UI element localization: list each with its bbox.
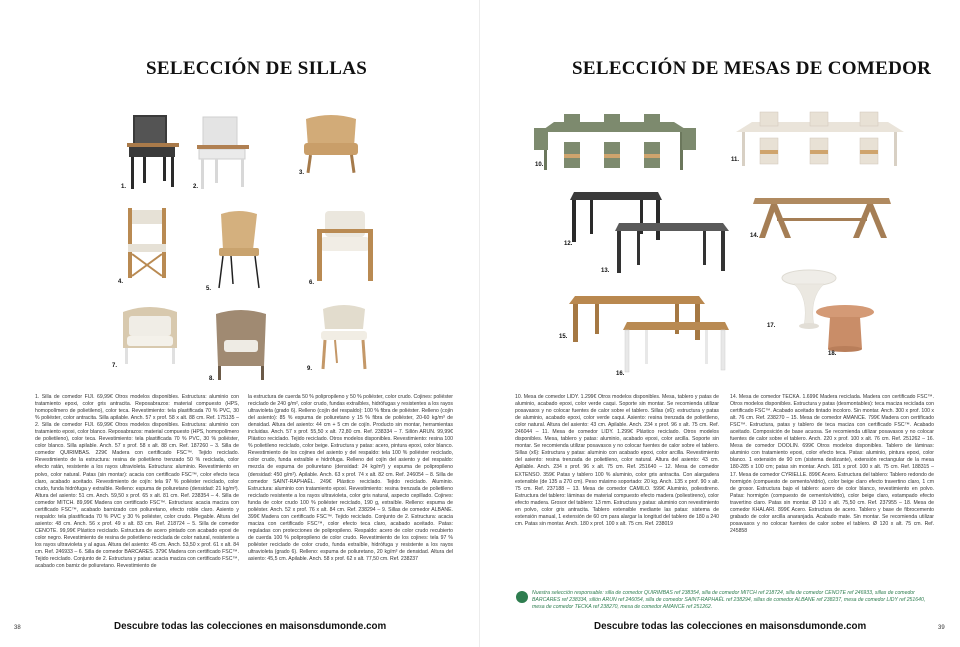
item-number: 7. (112, 363, 118, 369)
footer-link-text: Descubre todas las colecciones en maisonsdumonde.com (594, 621, 867, 632)
item-number: 8. (209, 376, 215, 382)
item-number: 12. (564, 241, 573, 247)
chair-barcares-image (313, 207, 377, 283)
chairs-description-col1: 1. Silla de comedor FIJI. 69,99€ Otros modelos disponibles. Estructura: aluminio con tratamiento epoxi, color gris antracita. Reposabrazos: material compuesto (HPS, homopolímero de polietileno), color teca. Revestimiento: tela plastificada 70 % PVC, 30 % poliéster, color antracita. Silla apilable. Anch. 57 x prof. 58 x alt. 88 cm. Ref. 175135 – 2. Silla de comedor FIJI. 69,99€ Otros modelos disponibles. Estructura: aluminio con tratamiento epoxi, color blanco. Reposabrazos: material compuesto (HPS, homopolímero de polietileno), color teca. Revestimiento: tela plastificada 70 % PVC, 30 % poliéster, color blanco. Silla apilable. Anch. 57 x prof. 58 x alt. 88 cm. Ref. 187260 – 3. Silla de comedor QUIRIMBAS. 229€ Madera con certificado FSC™. Tejido reciclado. Revestimiento de la estructura: resina de polietileno trenzado 50 % reciclada, color efecto ratán, resistente a los rayos ultravioleta. Estructura: aluminio. Revestimiento en polvo, color natural. Patas (sin montar): acacia con certificado FSC™, color efecto teca claro, acabado aceitado. Revestimiento de cojín: tela 97 % poliéster reciclado, color crudo, funda hidrófuga y extraíble. Relleno: espuma de poliuretano (densidad: 21 kg/m³). Altura del asiento: 51 cm. Anch. 59,50 x prof. 65 x alt. 81 cm. Ref. 238354 – 4. Silla de comedor MITCH. 89,99€ Madera con certificado FSC™. Estructura: acacia maciza con certificado FSC™, acabado barnizado con poliuretano, efecto roble claro. Asiento y respaldo: tela plastificada 70 % PVC y 30 % poliéster, color crudo. Plegable. Altura del asiento: 48 cm. Anch. 56 x prof. 49 x alt. 83 cm. Ref. 218724 – 5. Silla de comedor CENOTE. 99,99€ Plástico reciclado. Estructura de acero pintado con acabado epoxi de color negro. Revestimiento de resina de polietileno reciclada de color natural, resistente a los rayos ultravioleta y al agua. Altura del asiento: 45 cm. Anch. 53,50 x prof. 61 x alt. 84 cm. Ref. 246933 – 6. Silla de comedor BARCARES. 379€ Madera con certificado FSC™. Tejido reciclado. Conjunto de 2. Estructura y patas: acacia maciza con certificado FSC™, acabado con barniz de poliuretano. Revestimiento de (35, 394, 239, 570)
chair-albane-image (315, 303, 373, 371)
chair-quirimbas-image (300, 113, 362, 175)
table-camilo-image (613, 221, 731, 275)
item-number: 10. (535, 162, 544, 168)
page-title-tables: SELECCIÓN DE MESAS DE COMEDOR (572, 58, 932, 79)
chair-fiji-white-image (197, 115, 255, 191)
item-number: 15. (559, 334, 568, 340)
page-title-chairs: SELECCIÓN DE SILLAS (146, 58, 368, 79)
item-number: 16. (616, 371, 625, 377)
item-number: 1. (121, 184, 127, 190)
tables-description-col1: 10. Mesa de comedor LIDY. 1.299€ Otros modelos disponibles. Mesa, tablero y patas de aluminio, acabado epoxi, color verde caqui. Soporte sin montar. Se recomienda utilizar posavasos y no colocar fuentes de calor sobre el tablero. Sillas (x6): estructura y patas de aluminio, acabado epoxi, color verde caqui. Asiento: resina trenzada de polietileno, color natural. Altura del asiento: 43 cm. Apilable. Anch. 234 x prof. 96 x alt. 75 cm. Ref. 246044 – 11. Mesa de comedor LIDY. 1.299€ Plástico reciclado. Otros modelos disponibles. Mesa, tablero y patas: aluminio, acabado epoxi, color arcilla. Soporte sin montar. Se recomienda utilizar posavasos y no colocar fuentes de calor sobre el tablero. Sillas (x6): Estructura y patas: aluminio con acabado epoxi, color arcilla. Revestimiento del asiento: resina trenzada de polietileno, color natural. Altura del asiento: 43 cm. Apilable. Anch. 234 x prof. 96 x alt. 75 cm. Ref. 251640 – 12. Mesa de comedor EXTENSO. 359€ Patas y tablero 100 % aluminio, color gris antracita. Con alargadera extensible (de 135 a 270 cm). Peso máximo soportado: 20 kg. Anch. 135 x prof. 90 x alt. 75 cm. Ref. 237188 – 13. Mesa de comedor CAMILO. 599€ Aluminio, poliestireno. Estructura del tablero: láminas de material compuesto efecto madera (poliestireno), color efecto madera. Grosor del tablero: 13 mm. Estructura y patas: aluminio con revestimiento en polvo, color gris antracita. Tablero extensible mediante las patas: sistema de extensión manual, 1 extensión de 60 cm para alargar la longitud del tablero de 180 a 240 cm. Patas sin montar. Anch. 180 x prof. 100 x alt. 75 cm. Ref. 238019 (515, 394, 719, 527)
page-number: 39 (938, 625, 945, 631)
table-tecka-image (751, 196, 893, 240)
item-number: 14. (750, 233, 759, 239)
item-number: 13. (601, 268, 610, 274)
responsible-selection-note: Nuestra selección responsable: silla de comedor QUIRIMBAS ref 238354, silla de comedor MITCH ref 218724, silla de comedor CENOTE ref 246933, sillas de comedor BARCARES ref 238334, sillón ARUN ref 246054, silla de comedor SAINT-RAPHAËL ref 238294, sillas de comedor ALBANE ref 238237, mesa de comedor LIDY ref 251640, mesa de comedor TECKA ref 238270, mesa de comedor AMANCE ref 251262. (532, 590, 926, 610)
item-number: 3. (299, 170, 305, 176)
armchair-arun-image (117, 302, 183, 366)
table-khalari-image (814, 303, 876, 353)
table-doolin-image (621, 320, 731, 374)
item-number: 4. (118, 279, 124, 285)
chair-saint-raphael-image (212, 310, 270, 382)
responsible-selection-icon (516, 591, 528, 603)
tables-description-col2: 14. Mesa de comedor TECKA. 1.699€ Madera reciclada. Madera con certificado FSC™. Otros modelos disponibles. Estructura y patas (desmontables): teca maciza reciclada con certificado FSC™. Acabado aceitado tintado incoloro. Sin montar. Anch. 300 x prof. 100 x alt. 76 cm. Ref. 238270 – 15. Mesa de comedor AMANCE. 799€ Madera con certificado FSC™. Estructura, patas y tablero de teca maciza con certificado FSC™. Acabado aceitado. Composición de base acuosa. Se recomienda utilizar posavasos y no colocar fuentes de calor sobre el tablero. Anch. 220 x prof. 100 x alt. 76 cm. Ref. 251262 – 16. Mesa de comedor DOOLIN. 699€ Otros modelos disponibles. Tablero de láminas: aluminio con tratamiento epoxi, color efecto teca. Patas: aluminio, pintura epoxi, color blanco. 1 extensión de 90 cm (sistema deslizante), extensión rectangular de la mesa 180-285 x 100 cm; patas sin montar. Anch. 181 x prof. 100 x alt. 75 cm. Ref. 188315 – 17. Mesa de comedor CYRIELLE. 899€ Acero. Estructura del tablero: Tablero redondo de hormigón (compuesto de cemento/vidrio), color beige claro efecto travertino claro, 1 cm de grosor. Estructura bajo el tablero: acero de color blanco, revestimiento en polvo. Patas: hormigón (compuesto de cemento/vidrio), color beige claro, estampado efecto travertino claro. Patas sin montar. Ø 110 x alt. 75,50 cm. Ref. 237955 – 18. Mesa de comedor KHALARI. 899€ Acero. Estructura de acero. Tablero y base de fibrocemento grabado de color arcilla anaranjada. Acabado mate. Sin montar. Se recomienda utilizar posavasos y no colocar fuentes de calor sobre el tablero. Ø 120 x alt. 75 cm. Ref. 245858 (730, 394, 934, 534)
table-lidy-clay-image (730, 108, 910, 168)
item-number: 2. (193, 184, 199, 190)
chair-cenote-image (213, 210, 265, 290)
chair-mitch-image (122, 206, 178, 282)
item-number: 17. (767, 323, 776, 329)
item-number: 11. (731, 157, 740, 163)
item-number: 18. (828, 351, 837, 357)
chair-fiji-dark-image (127, 113, 185, 191)
footer-link-text: Descubre todas las colecciones en maisonsdumonde.com (114, 621, 387, 632)
item-number: 5. (206, 286, 212, 292)
item-number: 9. (307, 366, 313, 372)
table-lidy-khaki-image (534, 108, 696, 174)
right-page (480, 0, 960, 647)
page-number: 38 (14, 625, 21, 631)
item-number: 6. (309, 280, 315, 286)
chairs-description-col2: la estructura de cuerda 50 % polipropileno y 50 % poliéster, color crudo. Cojines: poliéster reciclado de 240 g/m², color crudo, fundas extraíbles, hidrófugas y resistentes a los rayos ultravioleta (grado 6). Relleno (cojín del respaldo): 100 % fibra de poliéster. Relleno (cojín del asiento): 85 % espuma de poliuretano y 15 % fibra de poliéster, 20-60 kg/m³ de densidad. Altura del asiento: 44 cm + 5 cm de cojín. Producto sin montar, herramientas incluidas. Anch. 57 x prof. 55,50 x alt. 72,80 cm. Ref. 238334 – 7. Sillón ARUN. 99,99€ Plástico reciclado. Tejido reciclado. Otros modelos disponibles. Revestimiento: resina 100 % polietileno reciclado, color beige. Estructura y patas: acero, pintura epoxi, color blanco. Revestimiento de los cojines del asiento y del respaldo: tela 100 % poliéster reciclado, color crudo, funda extraíble e hidrófuga. Relleno del cojín del asiento y del respaldo: mezcla de espuma de poliuretano (densidad: 24 kg/m³) y espuma de polipropileno (densidad: 450 g/m²). Apilable. Anch. 63 x prof. 74 x alt. 82 cm. Ref. 246054 – 8. Silla de comedor SAINT-RAPHAËL. 249€ Plástico reciclado. Tejido reciclado. Aluminio. Estructura: aluminio con tratamiento epoxi. Revestimiento: resina trenzada de polietileno reciclado resistente a los rayos ultravioleta, color gris natural, aspecto cepillado. Cojines: funda de color crudo 100 % poliéster reciclado, 190 g, extraíble. Relleno: espuma de poliéster. Anch. 52 x prof. 76 x alt. 84 cm. Ref. 238294 – 9. Sillas de comedor ALBANE. 399€ Madera con certificado FSC™. Tejido reciclado. Conjunto de 2. Estructura: acacia maciza con certificado FSC™, color efecto teca claro, acabado aceitado. Patas: reguladas con protecciones de polipropileno. Respaldo: acero de color crudo recubierto de cuerda 100 % polipropileno de color crudo. Revestimiento de los cojines: tela 97 % poliéster reciclado de color crudo, funda extraíble, hidrófuga y resistente a los rayos ultravioleta (grado 6). Relleno: espuma de poliuretano, 20 kg/m³ de densidad. Altura del asiento: 45,5 cm. Apilable. Anch. 58 x prof. 62 x alt. 77,50 cm. Ref. 238237 (248, 394, 453, 563)
